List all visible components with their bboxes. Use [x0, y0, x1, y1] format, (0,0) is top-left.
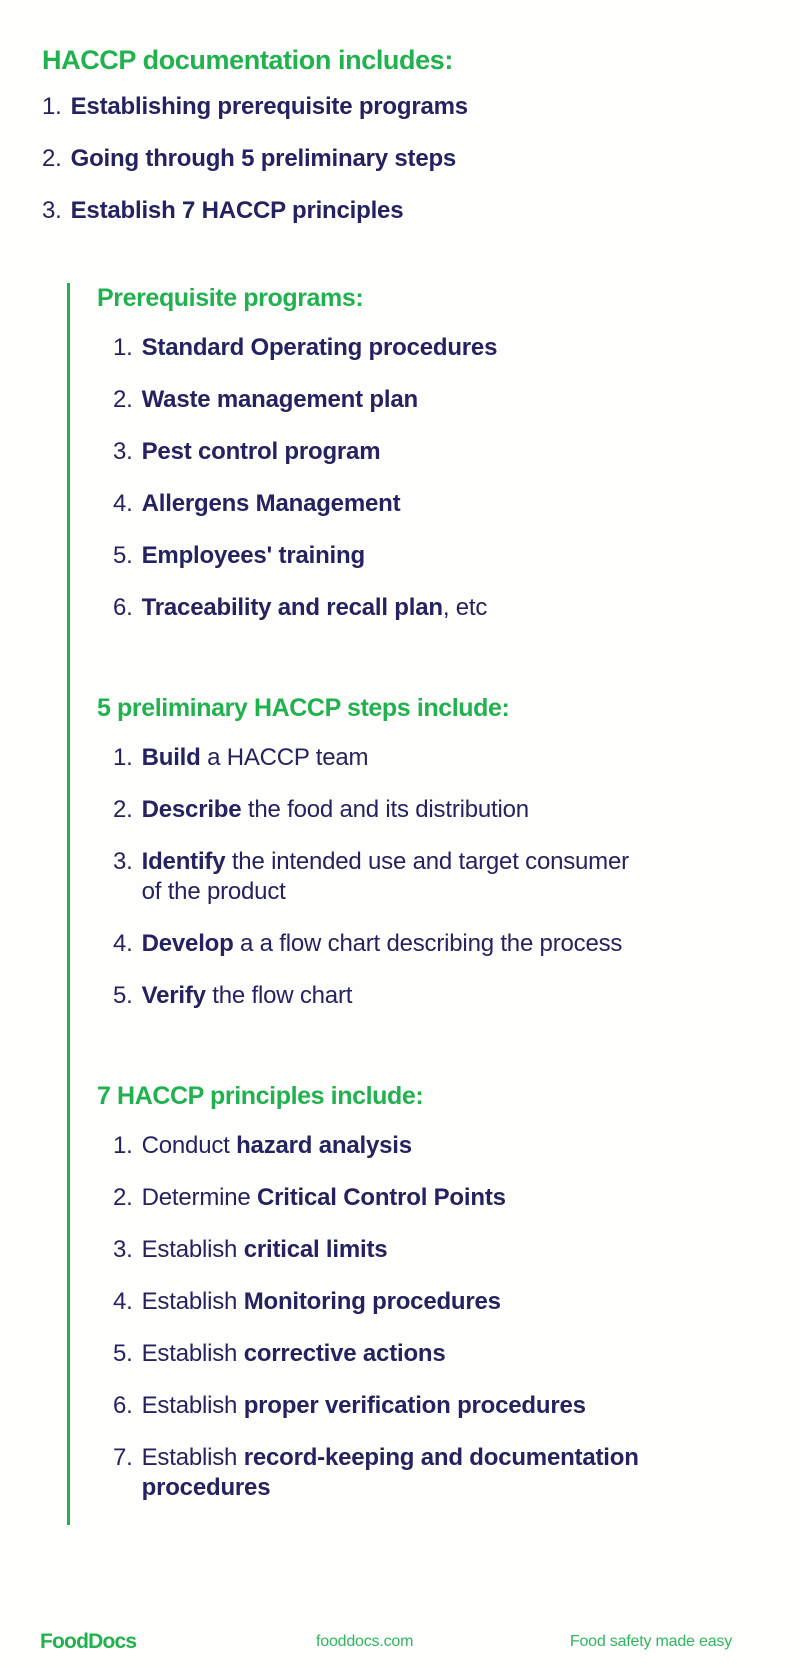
item-text: Build a HACCP team: [141, 744, 369, 771]
item-number: 1.: [113, 334, 133, 361]
prerequisite-programs-list: [97, 333, 760, 623]
item-text: Establish 7 HACCP principles: [70, 197, 404, 224]
haccp-principles-list: [97, 1131, 760, 1503]
list-item: [113, 489, 760, 519]
item-number: 7.: [113, 1444, 133, 1471]
item-number: 2.: [113, 1184, 133, 1211]
item-text: Allergens Management: [141, 490, 401, 517]
item-text: Verify the flow chart: [141, 982, 353, 1009]
list-item: [113, 743, 760, 773]
section-prerequisite-programs: [97, 283, 760, 623]
list-item: [113, 847, 760, 907]
list-item: [113, 385, 760, 415]
section-preliminary-steps: [97, 693, 760, 1011]
item-number: 1.: [113, 1132, 133, 1159]
item-number: 5.: [113, 1340, 133, 1367]
item-text: Identify the intended use and target consumer of the product: [141, 848, 629, 905]
list-item: [113, 541, 760, 571]
list-item: [113, 1183, 760, 1213]
item-text: Establishing prerequisite programs: [70, 93, 468, 120]
item-number: 1.: [42, 93, 62, 120]
prerequisite-programs-heading: Prerequisite programs:: [97, 284, 364, 312]
item-text: Establish proper verification procedures: [141, 1392, 586, 1419]
main-heading: HACCP documentation includes:: [42, 45, 453, 75]
item-text: Establish critical limits: [141, 1236, 388, 1263]
list-item: [113, 1443, 760, 1503]
item-number: 2.: [113, 386, 133, 413]
list-item: [113, 333, 760, 363]
preliminary-steps-list: [97, 743, 760, 1011]
item-number: 4.: [113, 930, 133, 957]
item-number: 2.: [42, 145, 62, 172]
list-item: [113, 593, 760, 623]
item-number: 4.: [113, 1288, 133, 1315]
item-text: Conduct hazard analysis: [141, 1132, 412, 1159]
section-haccp-principles: [97, 1081, 760, 1503]
list-item: [113, 1235, 760, 1265]
item-number: 3.: [42, 197, 62, 224]
footer-website: fooddocs.com: [316, 1633, 414, 1650]
list-item: [113, 795, 760, 825]
fooddocs-logo: FoodDocs: [40, 1630, 137, 1653]
item-text: Develop a a flow chart describing the process: [141, 930, 623, 957]
list-item: [113, 1391, 760, 1421]
footer-tagline: Food safety made easy: [569, 1633, 732, 1650]
item-text: Establish record-keeping and documentation procedures: [141, 1444, 639, 1501]
item-number: 6.: [113, 594, 133, 621]
item-text: Establish Monitoring procedures: [141, 1288, 501, 1315]
item-number: 3.: [113, 438, 133, 465]
list-item: [113, 437, 760, 467]
list-item: [113, 981, 760, 1011]
details-block: [67, 283, 760, 1525]
item-number: 1.: [113, 744, 133, 771]
item-text: Going through 5 preliminary steps: [70, 145, 457, 172]
haccp-documentation-list: [42, 92, 760, 226]
item-number: 6.: [113, 1392, 133, 1419]
list-item: [113, 1339, 760, 1369]
item-number: 5.: [113, 542, 133, 569]
item-text: Standard Operating procedures: [141, 334, 498, 361]
haccp-principles-heading: 7 HACCP principles include:: [97, 1082, 424, 1110]
item-number: 3.: [113, 1236, 133, 1263]
item-text: Determine Critical Control Points: [141, 1184, 506, 1211]
list-item: [113, 1131, 760, 1161]
item-text: Describe the food and its distribution: [141, 796, 529, 823]
item-number: 3.: [113, 848, 133, 875]
item-text: Establish corrective actions: [141, 1340, 446, 1367]
list-item: [113, 929, 760, 959]
item-text: Pest control program: [141, 438, 381, 465]
item-text: Waste management plan: [141, 386, 418, 413]
list-item: [113, 1287, 760, 1317]
item-text: Employees' training: [141, 542, 365, 569]
item-number: 2.: [113, 796, 133, 823]
item-number: 4.: [113, 490, 133, 517]
footer: [0, 1616, 800, 1668]
list-item: [42, 144, 760, 174]
item-text: Traceability and recall plan, etc: [141, 594, 488, 621]
list-item: [42, 196, 760, 226]
list-item: [42, 92, 760, 122]
item-number: 5.: [113, 982, 133, 1009]
preliminary-steps-heading: 5 preliminary HACCP steps include:: [97, 694, 510, 722]
